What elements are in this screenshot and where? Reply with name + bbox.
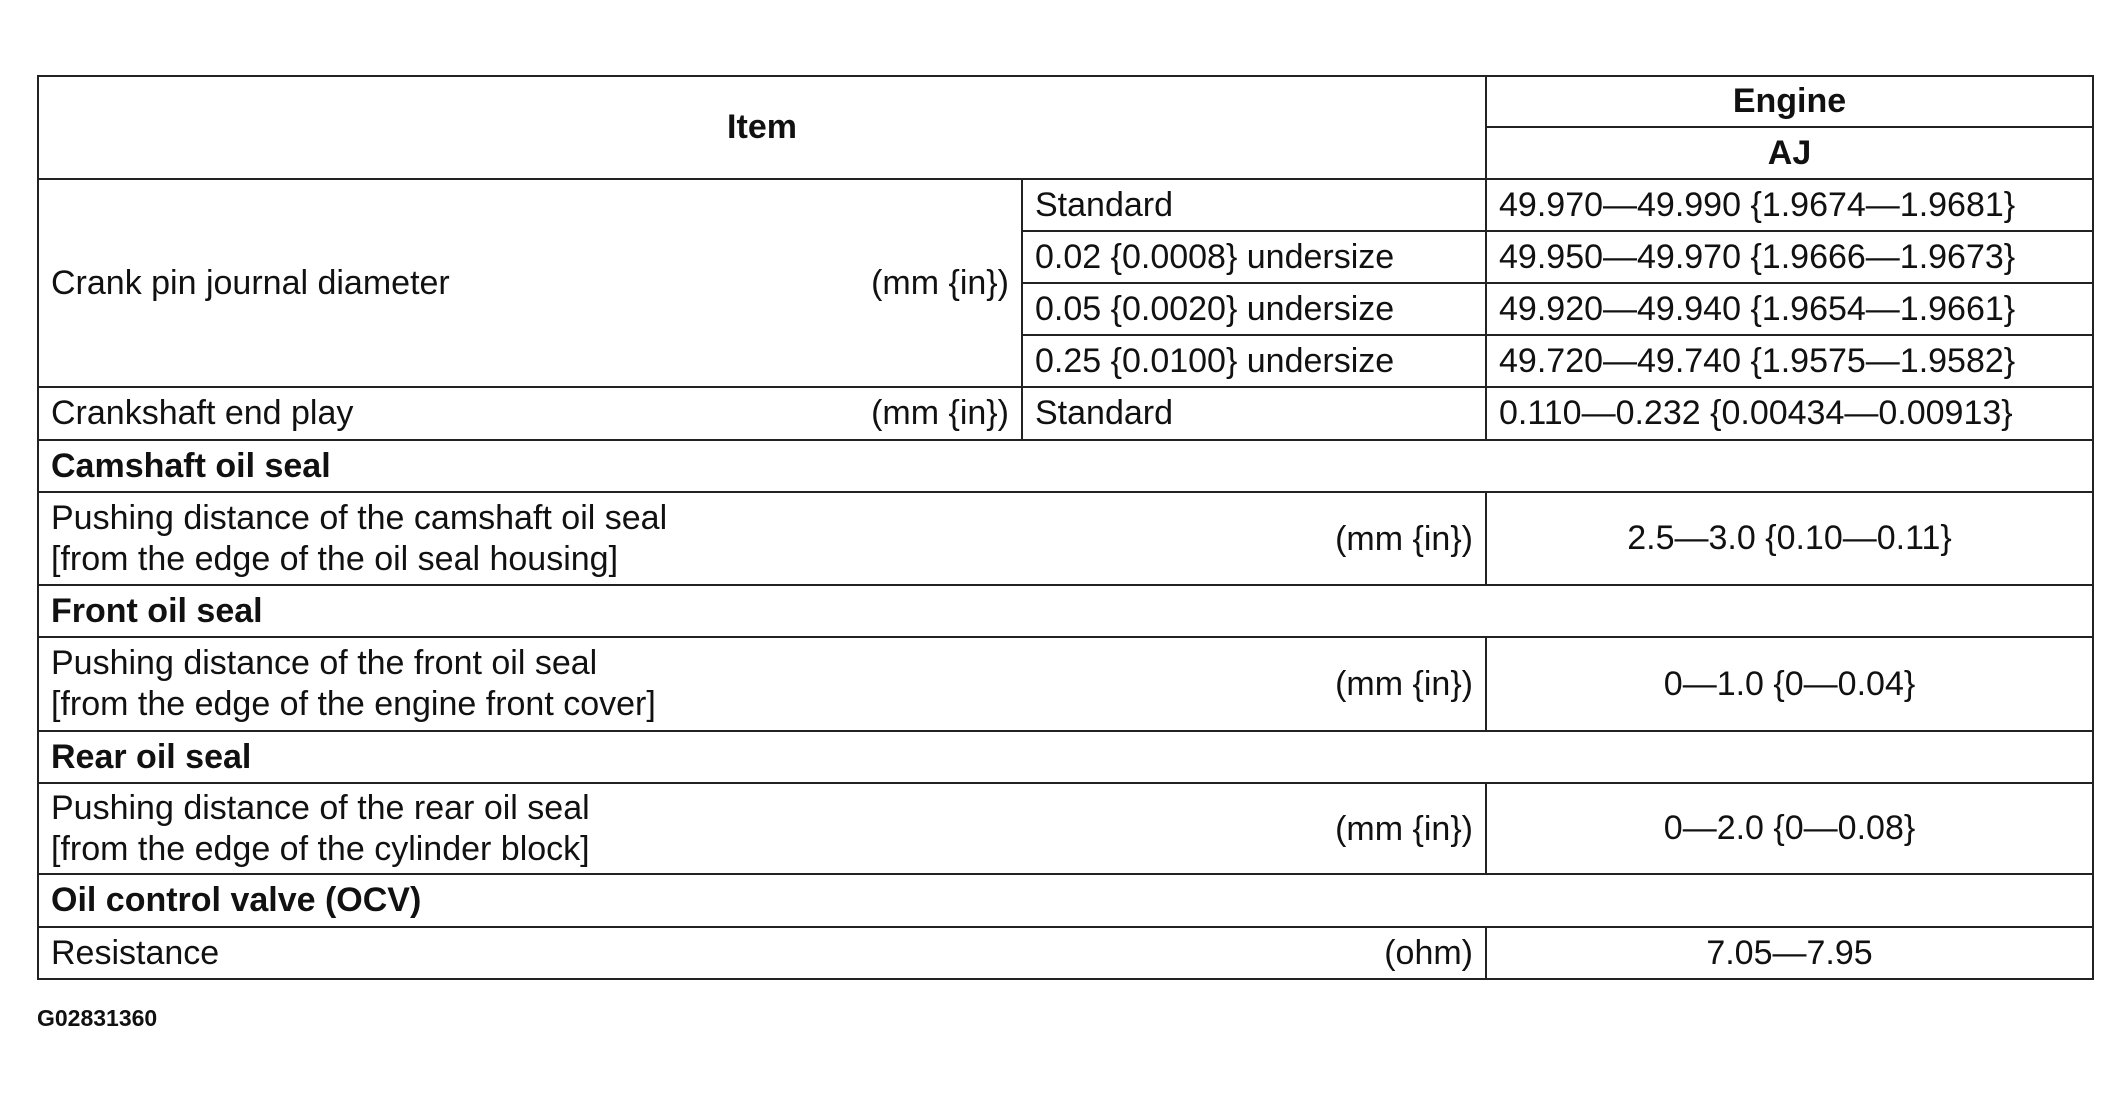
condition-cell: 0.05 {0.0020} undersize	[1022, 283, 1486, 335]
ocv-title: Oil control valve (OCV)	[38, 874, 2093, 927]
table-row	[38, 637, 2093, 731]
value-cell: 49.950—49.970 {1.9666—1.9673}	[1486, 231, 2093, 283]
crank-pin-label-cell	[38, 179, 1022, 387]
condition-cell: 0.25 {0.0100} undersize	[1022, 335, 1486, 387]
item-header: Item	[38, 76, 1486, 179]
rear-seal-unit: (mm {in})	[1335, 809, 1474, 848]
rear-seal-title: Rear oil seal	[38, 731, 2093, 783]
section-row	[38, 731, 2093, 783]
specification-table	[37, 75, 2094, 980]
table-row	[38, 179, 2093, 231]
engine-header: Engine	[1486, 76, 2093, 127]
condition-cell: 0.02 {0.0008} undersize	[1022, 231, 1486, 283]
end-play-label-cell	[38, 387, 1022, 440]
front-seal-line1: Pushing distance of the front oil seal	[51, 644, 598, 683]
end-play-label: Crankshaft end play	[51, 394, 354, 433]
condition-cell: Standard	[1022, 387, 1486, 440]
ocv-label: Resistance	[51, 933, 220, 972]
value-cell: 0—1.0 {0—0.04}	[1486, 637, 2093, 731]
value-cell: 2.5—3.0 {0.10—0.11}	[1486, 492, 2093, 585]
front-seal-line2: [from the edge of the engine front cover]	[51, 685, 656, 723]
value-cell: 0.110—0.232 {0.00434—0.00913}	[1486, 387, 2093, 440]
end-play-unit: (mm {in})	[871, 394, 1009, 433]
camshaft-seal-line2: [from the edge of the oil seal housing]	[51, 539, 619, 578]
value-cell: 49.720—49.740 {1.9575—1.9582}	[1486, 335, 2093, 387]
front-seal-title: Front oil seal	[38, 585, 2093, 637]
rear-seal-line2: [from the edge of the cylinder block]	[51, 829, 590, 868]
front-seal-desc-cell	[38, 637, 1486, 731]
ocv-unit: (ohm)	[1384, 933, 1474, 972]
crank-pin-unit: (mm {in})	[871, 263, 1009, 302]
table-row	[38, 927, 2093, 979]
value-cell: 49.970—49.990 {1.9674—1.9681}	[1486, 179, 2093, 231]
figure-code: G02831360	[37, 1005, 158, 1031]
header-row	[38, 76, 2093, 127]
engine-model-header: AJ	[1486, 127, 2093, 179]
crank-pin-label: Crank pin journal diameter	[51, 263, 450, 302]
rear-seal-desc-cell	[38, 783, 1486, 874]
ocv-label-cell	[38, 927, 1486, 979]
table-row	[38, 783, 2093, 874]
table-row	[38, 387, 2093, 440]
camshaft-seal-line1: Pushing distance of the camshaft oil seal	[51, 498, 668, 537]
condition-cell: Standard	[1022, 179, 1486, 231]
section-row	[38, 440, 2093, 492]
front-seal-unit: (mm {in})	[1335, 665, 1474, 704]
value-cell: 0—2.0 {0—0.08}	[1486, 783, 2093, 874]
table-row	[38, 492, 2093, 585]
value-cell: 7.05—7.95	[1486, 927, 2093, 979]
camshaft-seal-title: Camshaft oil seal	[38, 440, 2093, 492]
camshaft-seal-unit: (mm {in})	[1335, 519, 1474, 558]
section-row	[38, 585, 2093, 637]
value-cell: 49.920—49.940 {1.9654—1.9661}	[1486, 283, 2093, 335]
rear-seal-line1: Pushing distance of the rear oil seal	[51, 788, 590, 827]
camshaft-seal-desc-cell	[38, 492, 1486, 585]
section-row	[38, 874, 2093, 927]
